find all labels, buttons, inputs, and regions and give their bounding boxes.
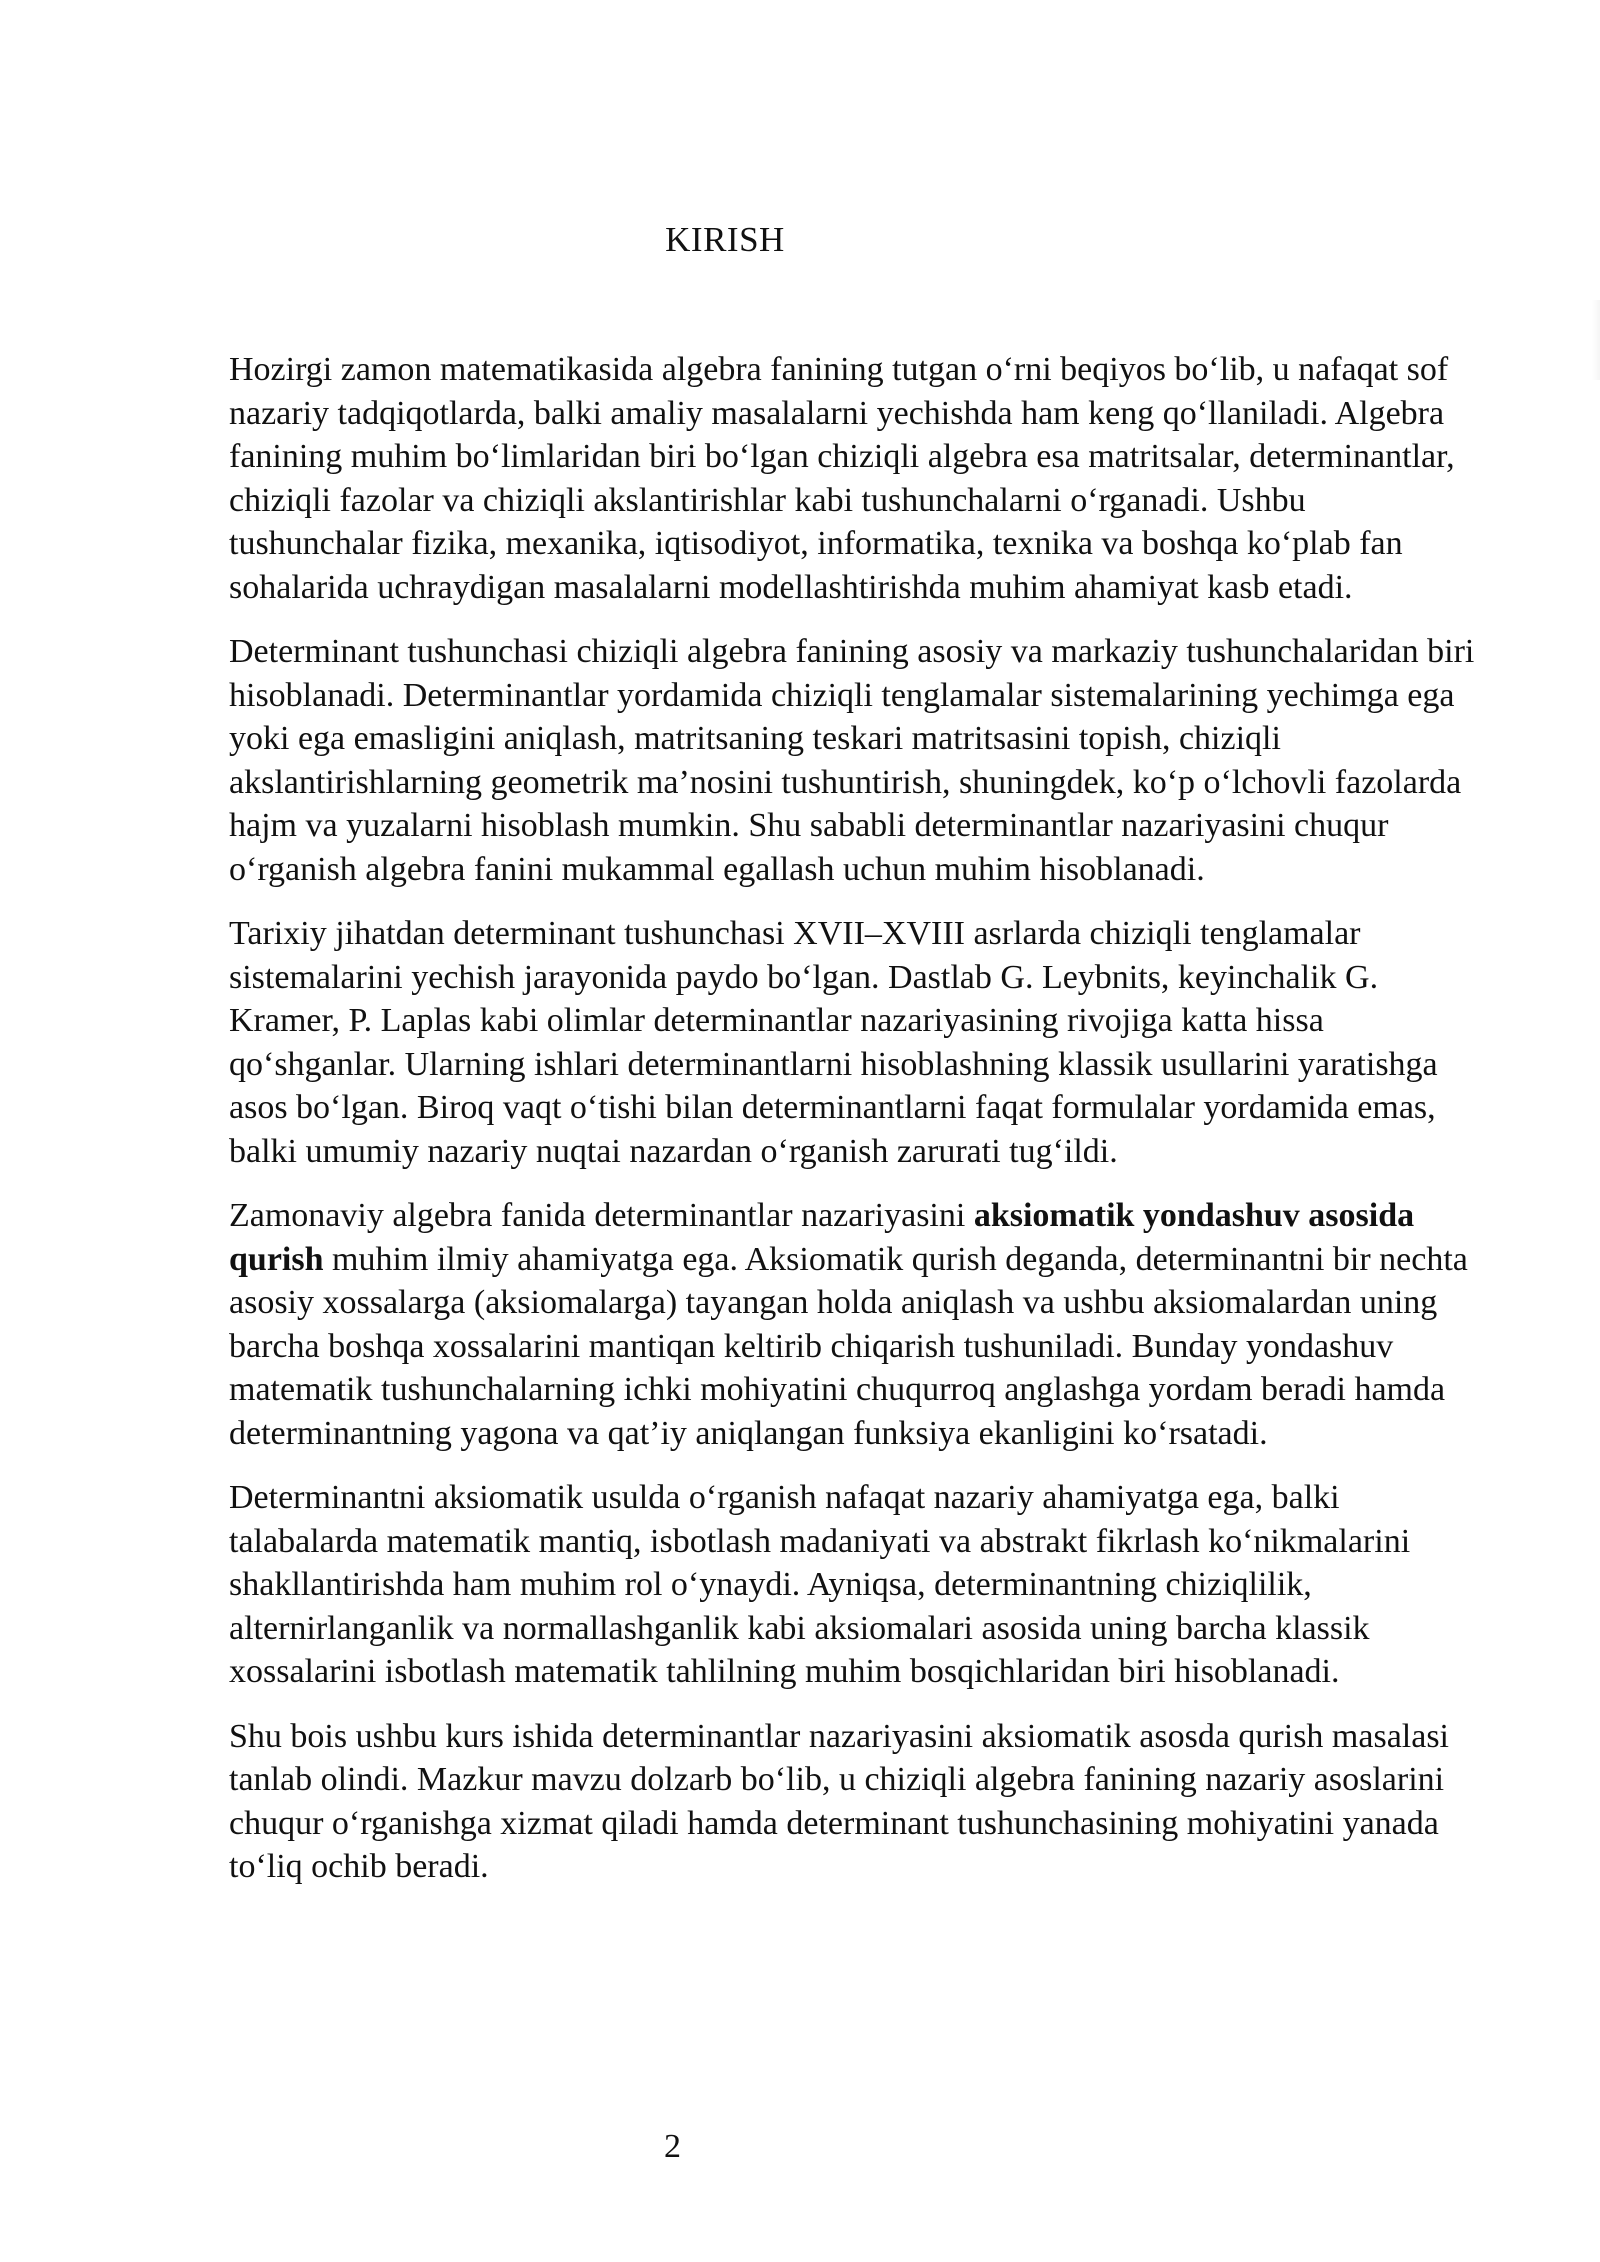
- paragraph-2-text: Determinant tushunchasi chiziqli algebra fanining asosiy va markaziy tushunchalaridan biri hisoblanadi. Determinantlar yordamida chiziqli tenglamalar sistemalarining yechimga ega yoki ega emasligini aniqlash, matritsaning teskari matritsasini topish, chiziqli akslantirishlarning geometrik ma’nosini tushuntirish, shuningdek, ko‘p o‘lchovli fazolarda hajm va yuzalarni hisoblash mumkin. Shu sababli determinantlar nazariyasini chuqur o‘rganish algebra fanini mukammal egallash uchun muhim hisoblanadi.: [229, 633, 1475, 888]
- paragraph-3: [229, 912, 1484, 1173]
- paragraph-5: [229, 1476, 1484, 1694]
- paragraph-4-text-end: muhim ilmiy ahamiyatga ega. Aksiomatik qurish deganda, determinantni bir nechta asosiy xossalarga (aksiomalarga) tayangan holda aniqlash va ushbu aksiomalardan uning barcha boshqa xossalarini mantiqan keltirib chiqarish tushuniladi. Bunday yondashuv matematik tushunchalarning ichki mohiyatini chuqurroq anglashga yordam beradi hamda determinantning yagona va qat’iy aniqlangan funksiya ekanligini ko‘rsatadi.: [229, 1240, 1468, 1452]
- paragraph-2: [229, 630, 1484, 891]
- paragraph-1-text: Hozirgi zamon matematikasida algebra fanining tutgan o‘rni beqiyos bo‘lib, u nafaqat sof nazariy tadqiqotlarda, balki amaliy masalalarni yechishda ham keng qo‘llaniladi. Algebra fanining muhim bo‘limlaridan biri bo‘lgan chiziqli algebra esa matritsalar, determinantlar, chiziqli fazolar va chiziqli akslantirishlar kabi tushunchalarni o‘rganadi. Ushbu tushunchalar fizika, mexanika, iqtisodiyot, informatika, texnika va boshqa ko‘plab fan sohalarida uchraydigan masalalarni modellashtirishda muhim ahamiyat kasb etadi.: [229, 351, 1455, 606]
- paragraph-4-text-start: Zamonaviy algebra fanida determinantlar nazariyasini: [229, 1197, 974, 1234]
- paragraph-3-text: Tarixiy jihatdan determinant tushunchasi XVII–XVIII asrlarda chiziqli tenglamalar sistemalarini yechish jarayonida paydo bo‘lgan. Dastlab G. Leybnits, keyinchalik G. Kramer, P. Laplas kabi olimlar determinantlar nazariyasining rivojiga katta hissa qo‘shganlar. Ularning ishlari determinantlarni hisoblashning klassik usullarini yaratishga asos bo‘lgan. Biroq vaqt o‘tishi bilan determinantlarni faqat formulalar yordamida emas, balki umumiy nazariy nuqtai nazardan o‘rganish zarurati tug‘ildi.: [229, 915, 1438, 1170]
- body-text: [229, 348, 1484, 1910]
- paragraph-6: [229, 1715, 1484, 1889]
- paragraph-5-text: Determinantni aksiomatik usulda o‘rganish nafaqat nazariy ahamiyatga ega, balki talabalarda matematik mantiq, isbotlash madaniyati va abstrakt fikrlash ko‘nikmalarini shakllantirishda ham muhim rol o‘ynaydi. Ayniqsa, determinantning chiziqlilik, alternirlanganlik va normallashganlik kabi aksiomalari asosida uning barcha klassik xossalarini isbotlash matematik tahlilning muhim bosqichlaridan biri hisoblanadi.: [229, 1479, 1411, 1690]
- page-title: KIRISH: [665, 220, 785, 259]
- paragraph-1: [229, 348, 1484, 609]
- paragraph-4: [229, 1194, 1484, 1455]
- page-number: 2: [664, 2128, 681, 2165]
- paragraph-6-text: Shu bois ushbu kurs ishida determinantlar nazariyasini aksiomatik asosda qurish masalasi tanlab olindi. Mazkur mavzu dolzarb bo‘lib, u chiziqli algebra fanining nazariy asoslarini chuqur o‘rganishga xizmat qiladi hamda determinant tushunchasining mohiyatini yanada to‘liq ochib beradi.: [229, 1717, 1449, 1885]
- paragraph-4-bold-phrase: aksiomatik yondashuv asosida qurish: [229, 1197, 1415, 1278]
- page-edge-shadow: [1592, 300, 1600, 380]
